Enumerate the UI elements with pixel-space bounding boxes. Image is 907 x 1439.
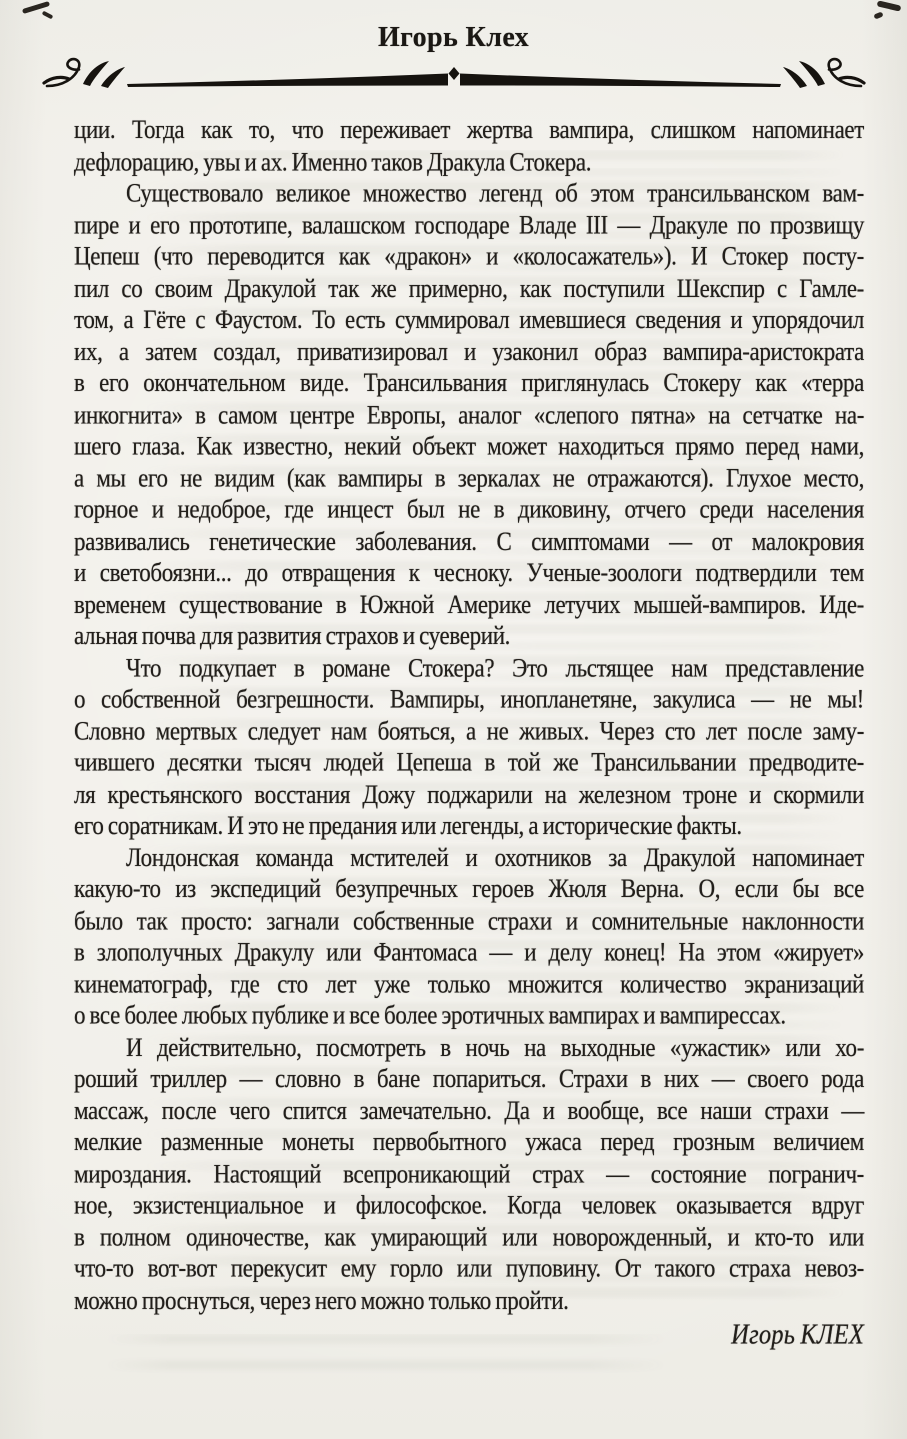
page-header-author: Игорь Клех (377, 22, 530, 53)
text-line: что-то вот-вот перекусит ему горло или пуповину. От такого страха невоз- (74, 1253, 864, 1283)
text-line: Цепеш (что переводится как «дракон» и «колосажатель»). И Стокер посту- (74, 241, 864, 271)
text-line: инкогнита» в самом центре Европы, аналог «слепого пятна» на сетчатке на- (74, 399, 864, 429)
text-line: временем существование в Южной Америке летучих мышей-вампиров. Иде- (74, 589, 864, 619)
text-line: было так просто: загнали собственные страхи и сомнительные наклонности (74, 905, 864, 935)
text-line: о собственной безгрешности. Вампиры, инопланетяне, закулиса — не мы! (74, 684, 864, 714)
body-text (74, 114, 864, 1351)
text-line: кинематограф, где сто лет уже только множится количество экранизаций (74, 969, 864, 998)
text-line: мелкие разменные монеты первобытного ужаса перед грозным величием (74, 1127, 864, 1156)
scan-speck (873, 11, 883, 19)
text-line: а мы его не видим (как вампиры в зеркалах не отражаются). Глухое место, (74, 463, 864, 492)
text-line: Существовало великое множество легенд об этом трансильванском вам- (126, 178, 864, 208)
paragraph (74, 177, 864, 651)
text-line: горное и недоброе, где инцест был не в диковину, отчего среди населения (74, 494, 864, 524)
text-line: чившего десятки тысяч людей Цепеша в той же Трансильвании предводите- (74, 747, 864, 777)
text-line: пил со своим Дракулой так же примерно, как поступили Шекспир с Гамле- (74, 273, 864, 303)
paragraph (74, 841, 864, 1031)
scan-speck (877, 0, 902, 11)
text-line: можно проснуться, через него можно только пройти. (74, 1285, 569, 1315)
text-line: Что подкупает в романе Стокера? Это льстящее нам представление (126, 652, 864, 682)
scan-speck (42, 11, 54, 20)
text-line: его соратникам. И это не предания или легенды, а исторические факты. (74, 810, 742, 840)
author-signature: Игорь КЛЕХ (731, 1319, 864, 1351)
text-line: ное, экзистенциальное и философское. Когда человек оказывается вдруг (74, 1190, 864, 1220)
headpiece-flourish-icon (38, 52, 870, 98)
text-line: ции. Тогда как то, что переживает жертва вампира, слишком напоминает (74, 115, 864, 144)
text-line: шего глаза. Как известно, некий объект может находиться прямо перед нами, (74, 431, 864, 461)
paragraph (74, 1031, 864, 1316)
scan-speck (22, 1, 50, 14)
text-line: мироздания. Настоящий всепроникающий страх — состояние погранич- (74, 1158, 864, 1188)
text-line: какую-то из экспедиций безупречных героев Жюля Верна. О, если бы все (74, 874, 864, 903)
text-line: том, а Гёте с Фаустом. То есть суммировал имевшиеся сведения и упорядочил (74, 304, 864, 334)
text-line: о все более любых публике и все более эротичных вампирах и вампирессах. (74, 1000, 786, 1030)
text-line: и светобоязни... до отвращения к чесноку. Ученые-зоологи подтвердили тем (74, 557, 864, 587)
text-line: в злополучных Дракулу или Фантомаса — и делу конец! На этом «жирует» (74, 937, 864, 967)
text-line: массаж, после чего спится замечательно. Да и вообще, все наши страхи — (74, 1095, 864, 1125)
text-line: альная почва для развития страхов и суеверий. (74, 621, 511, 650)
text-line: в полном одиночестве, как умирающий или новорожденный, и кто-то или (74, 1222, 864, 1251)
text-line: Словно мертвых следует нам бояться, а не живых. Через сто лет после заму- (74, 716, 864, 745)
text-line: роший триллер — словно в бане попариться. Страхи в них — своего рода (74, 1063, 864, 1093)
text-line: И действительно, посмотреть в ночь на выходные «ужастик» или хо- (126, 1032, 864, 1062)
text-line: в его окончательном виде. Трансильвания приглянулась Стокеру как «терра (74, 368, 864, 397)
text-line: развивались генетические заболевания. С симптомами — от малокровия (74, 526, 864, 556)
text-line: ля крестьянского восстания Дожу поджарили на железном троне и скормили (74, 779, 864, 809)
text-line: их, а затем создал, приватизировал и узаконил образ вампира-аристократа (74, 336, 864, 366)
text-line: пире и его прототипе, валашском господаре Владе III — Дракуле по прозвищу (74, 210, 864, 239)
paragraph (74, 114, 864, 177)
paragraph (74, 652, 864, 842)
text-line: Лондонская команда мстителей и охотников за Дракулой напоминает (126, 842, 864, 872)
text-line: дефлорацию, увы и ах. Именно таков Дракула Стокера. (74, 146, 592, 176)
